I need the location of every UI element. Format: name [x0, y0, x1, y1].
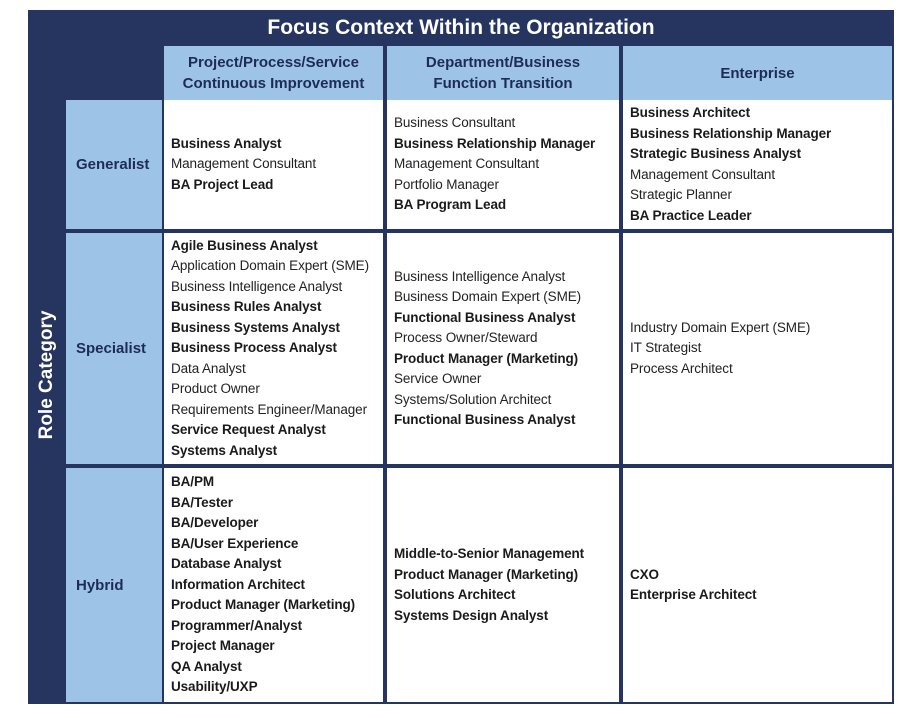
role-item: BA Program Lead: [394, 197, 507, 213]
role-item: Management Consultant: [394, 156, 539, 172]
role-item: Service Owner: [394, 371, 482, 386]
cell-hybrid-project: [164, 468, 383, 702]
cell-generalist-enterprise: [623, 100, 892, 229]
role-item: Business Consultant: [394, 115, 516, 131]
column-header-line: Department/Business: [425, 54, 581, 71]
role-item: Industry Domain Expert (SME): [630, 319, 811, 335]
role-item: QA Analyst: [171, 658, 242, 674]
role-item: Product Manager (Marketing): [394, 350, 579, 366]
role-item: Portfolio Manager: [394, 176, 499, 192]
role-item: Business Relationship Manager: [630, 125, 832, 141]
column-header-department-business: [387, 46, 619, 100]
row-header-label: Specialist: [76, 340, 147, 357]
role-item: BA Practice Leader: [630, 207, 752, 223]
role-category-label: Role Category: [36, 310, 57, 440]
column-header-line: Enterprise: [720, 64, 795, 82]
role-item: Strategic Business Analyst: [630, 146, 801, 161]
role-item: Service Request Analyst: [171, 422, 326, 438]
role-item: Enterprise Architect: [630, 587, 757, 602]
role-item: Middle-to-Senior Management: [394, 546, 585, 561]
role-item: Business Intelligence Analyst: [394, 268, 566, 284]
role-item: BA/PM: [171, 474, 214, 490]
role-item: Business Domain Expert (SME): [394, 289, 582, 304]
role-item: CXO: [630, 566, 659, 582]
row-header-label: Hybrid: [76, 576, 124, 594]
cell-specialist-enterprise: [623, 233, 892, 464]
role-item: Agile Business Analyst: [171, 237, 318, 253]
role-item: Database Analyst: [171, 556, 282, 572]
role-item: Systems Design Analyst: [394, 607, 549, 623]
role-item: Usability/UXP: [171, 679, 258, 695]
role-item: Strategic Planner: [630, 187, 732, 202]
role-item: Requirements Engineer/Manager: [171, 401, 367, 417]
column-header-enterprise: [623, 46, 892, 100]
role-item: Business Architect: [630, 105, 750, 120]
role-item: IT Strategist: [630, 340, 702, 356]
role-item: Product Owner: [171, 381, 260, 397]
role-item: Business Rules Analyst: [171, 299, 322, 315]
role-item: BA/Tester: [171, 494, 233, 510]
role-item: Data Analyst: [171, 360, 246, 376]
role-item: Process Owner/Steward: [394, 330, 538, 345]
role-item: Business Systems Analyst: [171, 319, 340, 335]
role-item: BA/User Experience: [171, 535, 299, 551]
cell-hybrid-enterprise: [623, 468, 892, 702]
role-item: Business Analyst: [171, 135, 282, 151]
role-item: Systems Analyst: [171, 442, 278, 458]
role-item: Functional Business Analyst: [394, 309, 576, 325]
matrix-title: Focus Context Within the Organization: [267, 16, 655, 39]
column-header-project-process-service: [164, 46, 383, 100]
cell-hybrid-department: [387, 468, 619, 702]
role-item: BA/Developer: [171, 515, 259, 531]
role-item: Solutions Architect: [394, 587, 516, 602]
role-item: BA Project Lead: [171, 176, 274, 192]
cell-generalist-department: [387, 100, 619, 229]
role-item: Product Manager (Marketing): [394, 566, 579, 582]
row-header-generalist: [66, 100, 162, 229]
role-item: Process Architect: [630, 360, 733, 376]
row-header-label: Generalist: [76, 156, 150, 173]
role-item: Information Architect: [171, 576, 305, 592]
role-item: Business Process Analyst: [171, 340, 337, 356]
cell-generalist-project: [164, 100, 383, 229]
role-item: Product Manager (Marketing): [171, 597, 356, 613]
role-item: Business Intelligence Analyst: [171, 278, 343, 294]
row-header-specialist: [66, 233, 162, 464]
role-item: Business Relationship Manager: [394, 135, 596, 151]
row-header-hybrid: [66, 468, 162, 702]
role-item: Application Domain Expert (SME): [171, 258, 369, 274]
role-item: Programmer/Analyst: [171, 617, 302, 633]
column-header-line: Continuous Improvement: [182, 75, 365, 92]
cell-specialist-project: [164, 233, 383, 464]
role-category-axis: [28, 46, 66, 704]
cell-specialist-department: [387, 233, 619, 464]
role-item: Project Manager: [171, 638, 275, 654]
role-item: Management Consultant: [630, 166, 775, 182]
role-item: Functional Business Analyst: [394, 412, 576, 427]
column-header-line: Project/Process/Service: [188, 54, 359, 71]
column-header-line: Function Transition: [433, 75, 573, 92]
role-item: Management Consultant: [171, 156, 316, 172]
role-item: Systems/Solution Architect: [394, 391, 552, 407]
